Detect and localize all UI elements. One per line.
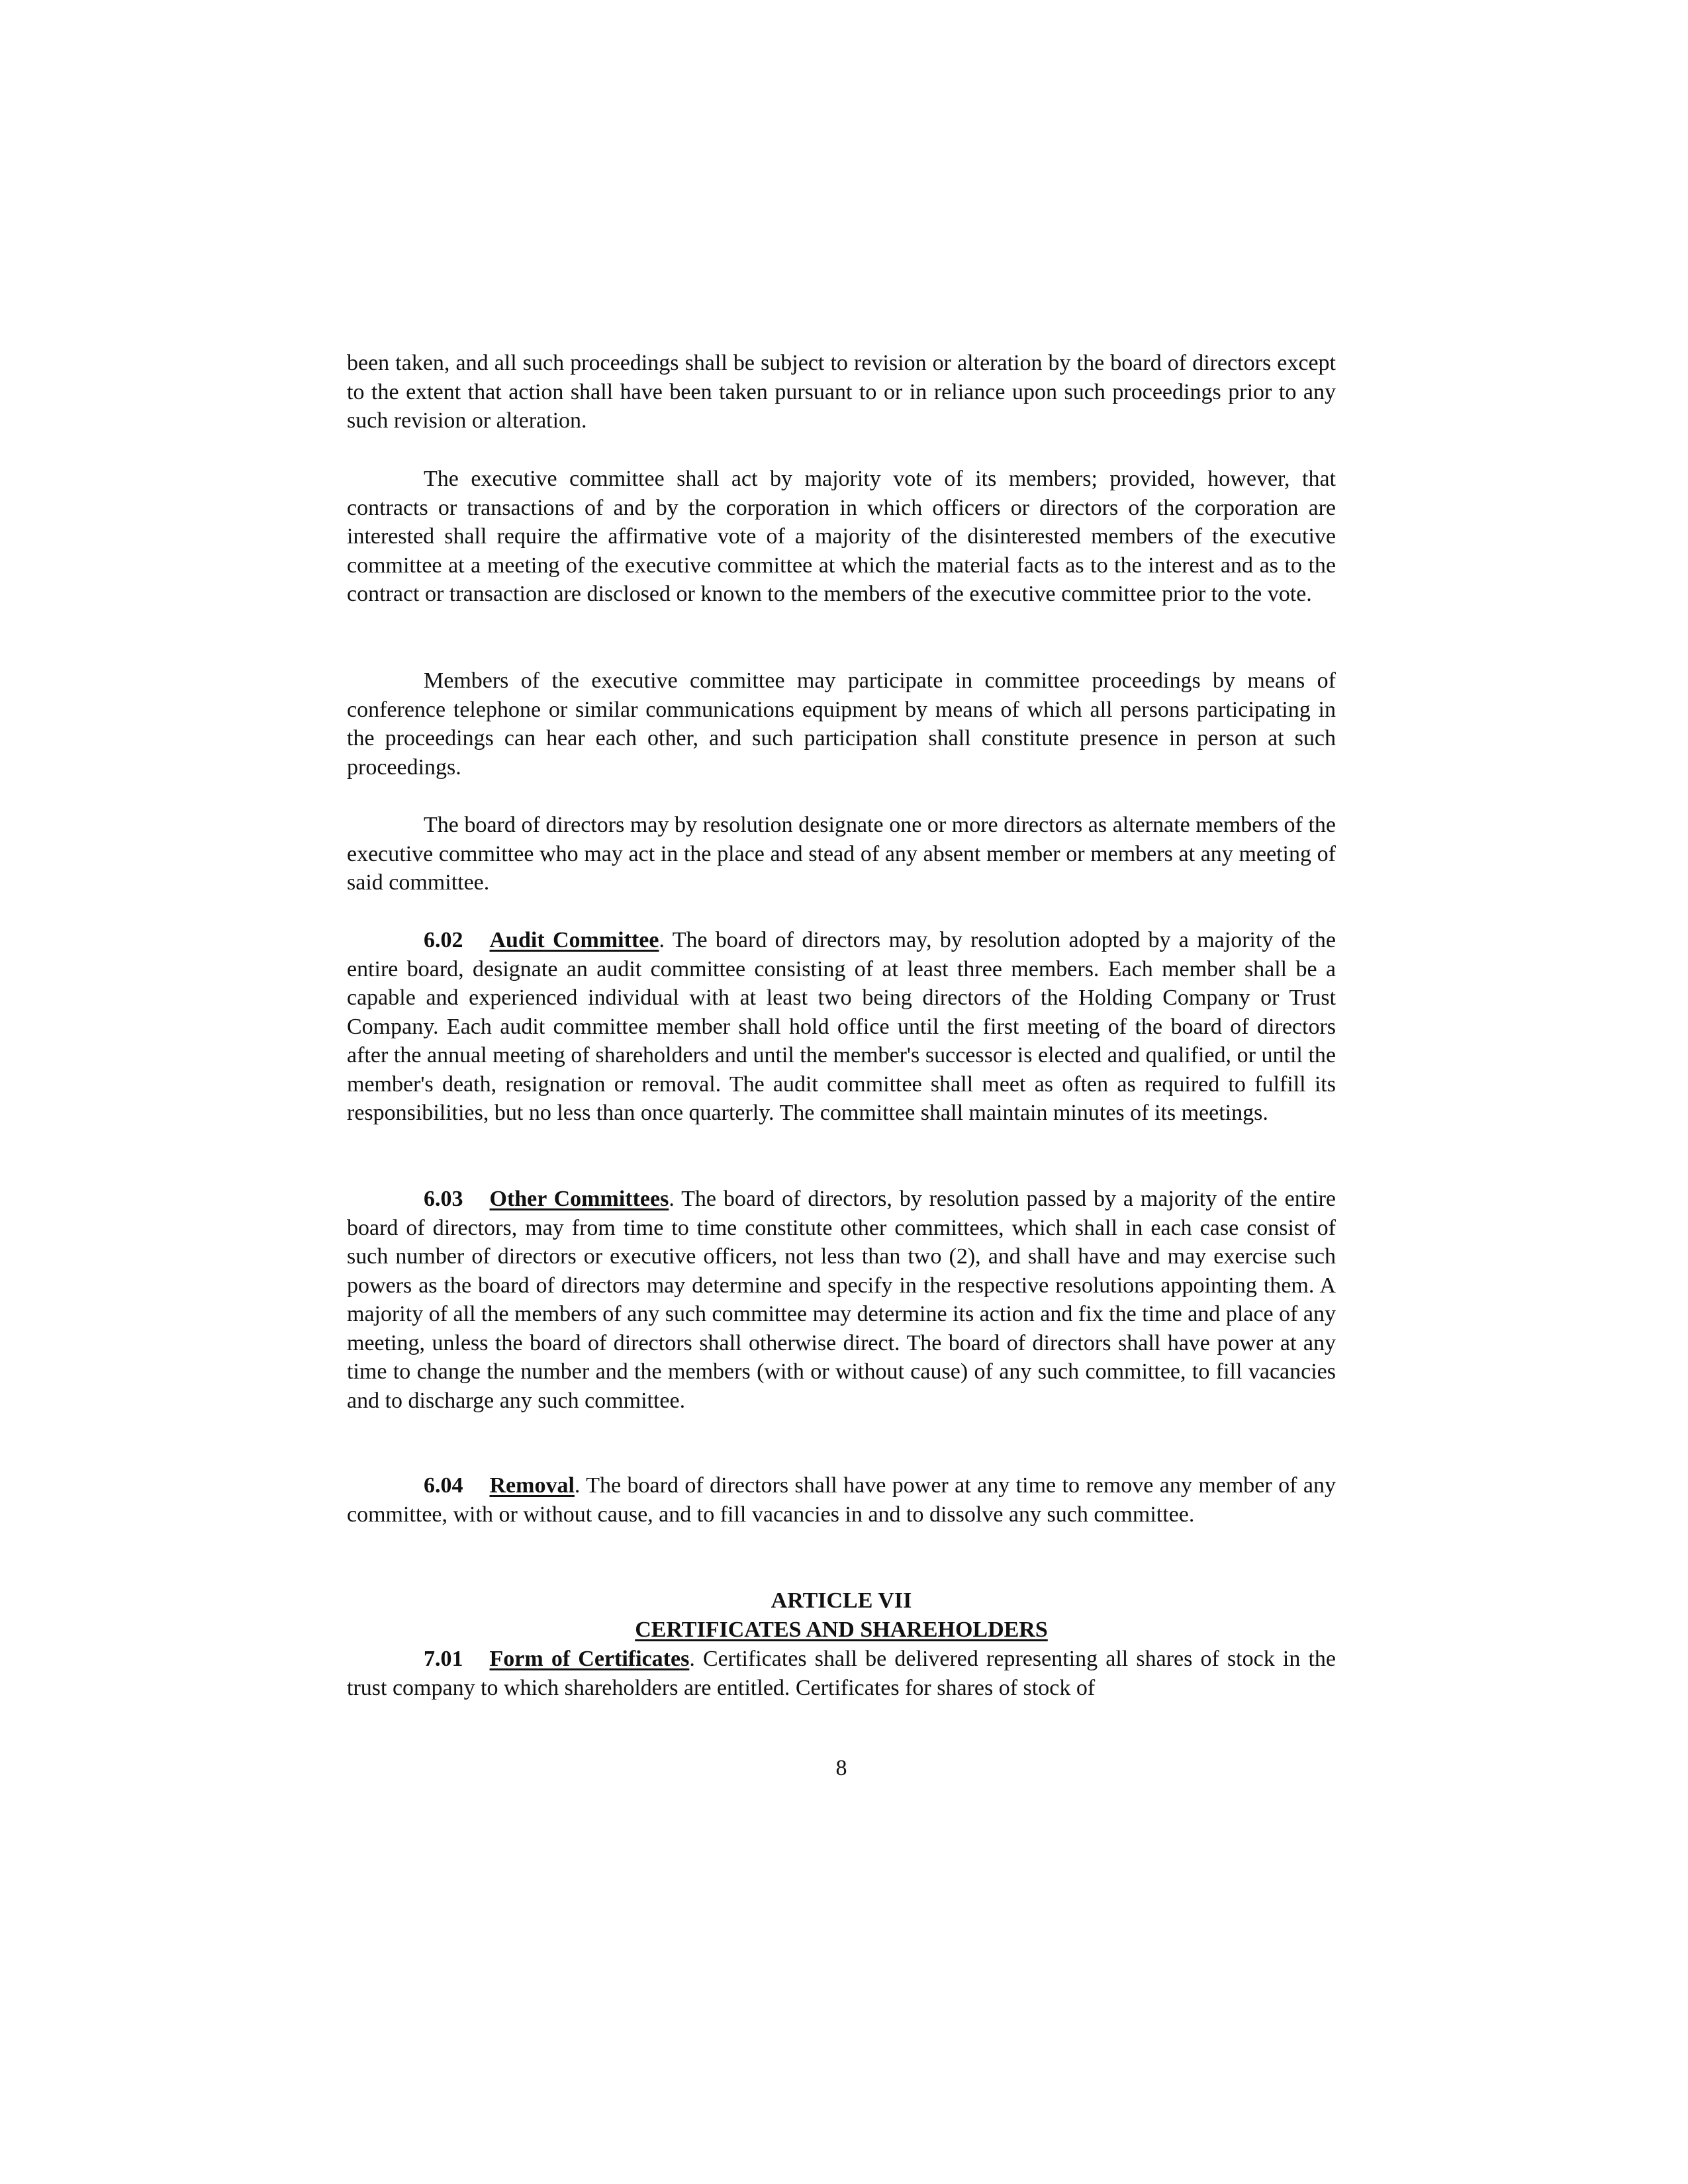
paragraph-participation — [347, 666, 1336, 782]
section-body: . Certificates shall be delivered representing all shares of stock in the trust company to which shareholders are entitled. Certificates for shares of stock of — [347, 1647, 1336, 1700]
paragraph-text: Members of the executive committee may participate in committee proceedings by means of conference telephone or similar communications equipment by means of which all persons participating in the proceedings can hear each other, and such participation shall constitute presence in person at such proceedings. — [347, 668, 1336, 780]
section-6-04 — [347, 1471, 1336, 1529]
section-number: 6.03 — [424, 1187, 463, 1211]
section-body: . The board of directors, by resolution passed by a majority of the entire board of directors, may from time to time constitute other committees, which shall in each case consist of such number of directors or executive officers, not less than two (2), and shall have and may exercise such powers as the board of directors may determine and specify in the respective resolutions appointing them. A majority of all the members of any such committee may determine its action and fix the time and place of any meeting, unless the board of directors shall otherwise direct. The board of directors shall have power at any time to change the number and the members (with or without cause) of any such committee, to fill vacancies and to discharge any such committee. — [347, 1187, 1336, 1413]
section-title: Other Committees — [489, 1187, 669, 1211]
article-heading — [347, 1586, 1336, 1644]
section-title: Form of Certificates — [489, 1647, 690, 1671]
section-number: 7.01 — [424, 1647, 463, 1671]
article-label: ARTICLE VII — [771, 1588, 912, 1613]
paragraph-alternate-members — [347, 811, 1336, 897]
section-number: 6.02 — [424, 928, 463, 952]
paragraph-text: The executive committee shall act by majority vote of its members; provided, however, that contracts or transactions of and by the corporation in which officers or directors of the corporation are interested shall require the affirmative vote of a majority of the disinterested members of the executive committee at a meeting of the executive committee at which the material facts as to the interest and as to the contract or transaction are disclosed or known to the members of the executive committee prior to the vote. — [347, 467, 1336, 606]
section-6-03 — [347, 1185, 1336, 1415]
paragraph-executive-vote — [347, 465, 1336, 609]
page-number: 8 — [835, 1756, 847, 1780]
section-body: . The board of directors shall have power at any time to remove any member of any committee, with or without cause, and to fill vacancies in and to dissolve any such committee. — [347, 1473, 1336, 1527]
section-6-02 — [347, 926, 1336, 1128]
paragraph-text: been taken, and all such proceedings shall be subject to revision or alteration by the board of directors except to the extent that action shall have been taken pursuant to or in reliance upon such proceedings prior to any such revision or alteration. — [347, 351, 1336, 433]
section-body: . The board of directors may, by resolution adopted by a majority of the entire board, designate an audit committee consisting of at least three members. Each member shall be a capable and experienced individual with at least two being directors of the Holding Company or Trust Company. Each audit committee member shall hold office until the first meeting of the board of directors after the annual meeting of shareholders and until the member's successor is elected and qualified, or until the member's death, resignation or removal. The audit committee shall meet as often as required to fulfill its responsibilities, but no less than once quarterly. The committee shall maintain minutes of its meetings. — [347, 928, 1336, 1125]
section-7-01 — [347, 1645, 1336, 1702]
section-title: Audit Committee — [489, 928, 659, 952]
paragraph-continuation — [347, 349, 1336, 435]
section-number: 6.04 — [424, 1473, 463, 1498]
article-title: CERTIFICATES AND SHAREHOLDERS — [635, 1617, 1048, 1642]
paragraph-text: The board of directors may by resolution designate one or more directors as alternate members of the executive committee who may act in the place and stead of any absent member or members at any meeting of said committee. — [347, 813, 1336, 895]
section-title: Removal — [489, 1473, 575, 1498]
